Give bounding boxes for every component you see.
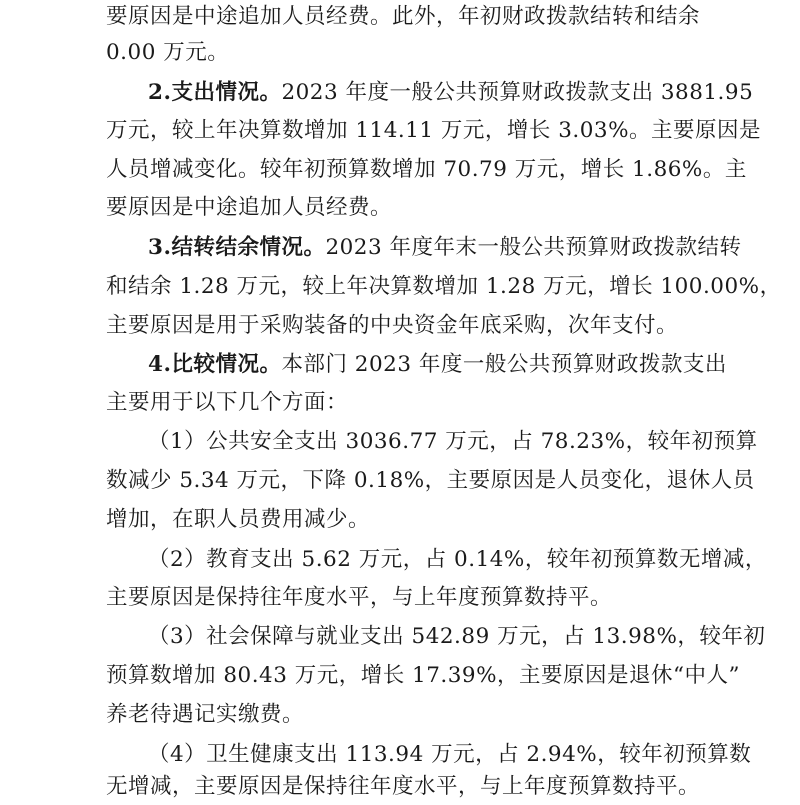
list-item-line [148, 545, 767, 575]
paragraph-line [106, 388, 698, 418]
paragraph-line [106, 272, 782, 302]
line-text: （1）公共安全支出 3036.77 万元，占 78.23%，较年初预算 [148, 429, 758, 454]
line-text: 主要原因是用于采购装备的中央资金年底采购，次年支付。 [106, 313, 679, 338]
paragraph-line [106, 193, 698, 223]
list-item-line [148, 427, 758, 457]
paragraph-line [106, 155, 747, 185]
line-text: 养老待遇记实缴费。 [106, 702, 305, 727]
line-text: 万元，较上年决算数增加 114.11 万元，增长 3.03%。主要原因是 [106, 118, 762, 143]
line-text: （4）卫生健康支出 113.94 万元，占 2.94%，较年初预算数 [148, 742, 752, 767]
paragraph-line [106, 2, 701, 32]
line-text: 无增减，主要原因是保持往年度水平，与上年度预算数持平。 [106, 774, 701, 799]
line-text: 和结余 1.28 万元，较上年决算数增加 1.28 万元，增长 100.00%， [106, 274, 782, 299]
list-item-line [148, 622, 766, 652]
line-text: 要原因是中途追加人员经费。此外，年初财政拨款结转和结余 [106, 4, 701, 29]
list-item-line [148, 740, 752, 770]
line-text: 主要用于以下几个方面： [106, 390, 349, 415]
paragraph-line [106, 466, 755, 496]
line-text: 2023 年度一般公共预算财政拨款支出 3881.95 [281, 80, 754, 105]
line-text: （2）教育支出 5.62 万元，占 0.14%，较年初预算数无增减， [148, 547, 767, 572]
section-heading: 3.结转结余情况。 [148, 235, 326, 260]
section-heading: 4.比较情况。 [148, 352, 282, 377]
line-text: 人员增减变化。较年初预算数增加 70.79 万元，增长 1.86%。主 [106, 157, 747, 182]
paragraph-line [106, 583, 698, 613]
line-text: 要原因是中途追加人员经费。 [106, 195, 393, 220]
line-text: 增加，在职人员费用减少。 [106, 507, 371, 532]
section-heading-line [148, 350, 727, 380]
line-text: 本部门 2023 年度一般公共预算财政拨款支出 [281, 352, 727, 377]
paragraph-line [106, 311, 698, 341]
line-text: 2023 年度年末一般公共预算财政拨款结转 [325, 235, 742, 260]
line-text: 数减少 5.34 万元，下降 0.18%，主要原因是人员变化，退休人员 [106, 468, 755, 493]
paragraph-line [106, 116, 762, 146]
line-text: 主要原因是保持往年度水平，与上年度预算数持平。 [106, 585, 613, 610]
line-text: （3）社会保障与就业支出 542.89 万元，占 13.98%，较年初 [148, 624, 766, 649]
paragraph-line [106, 38, 698, 68]
section-heading-line [148, 233, 742, 263]
paragraph-line [106, 700, 698, 730]
paragraph-line [106, 505, 698, 535]
section-heading: 2.支出情况。 [148, 80, 282, 105]
section-heading-line [148, 78, 754, 108]
line-text: 0.00 万元。 [106, 40, 230, 65]
paragraph-line [106, 772, 701, 802]
paragraph-line [106, 661, 741, 691]
line-text: 预算数增加 80.43 万元，增长 17.39%，主要原因是退休“中人” [106, 663, 741, 688]
